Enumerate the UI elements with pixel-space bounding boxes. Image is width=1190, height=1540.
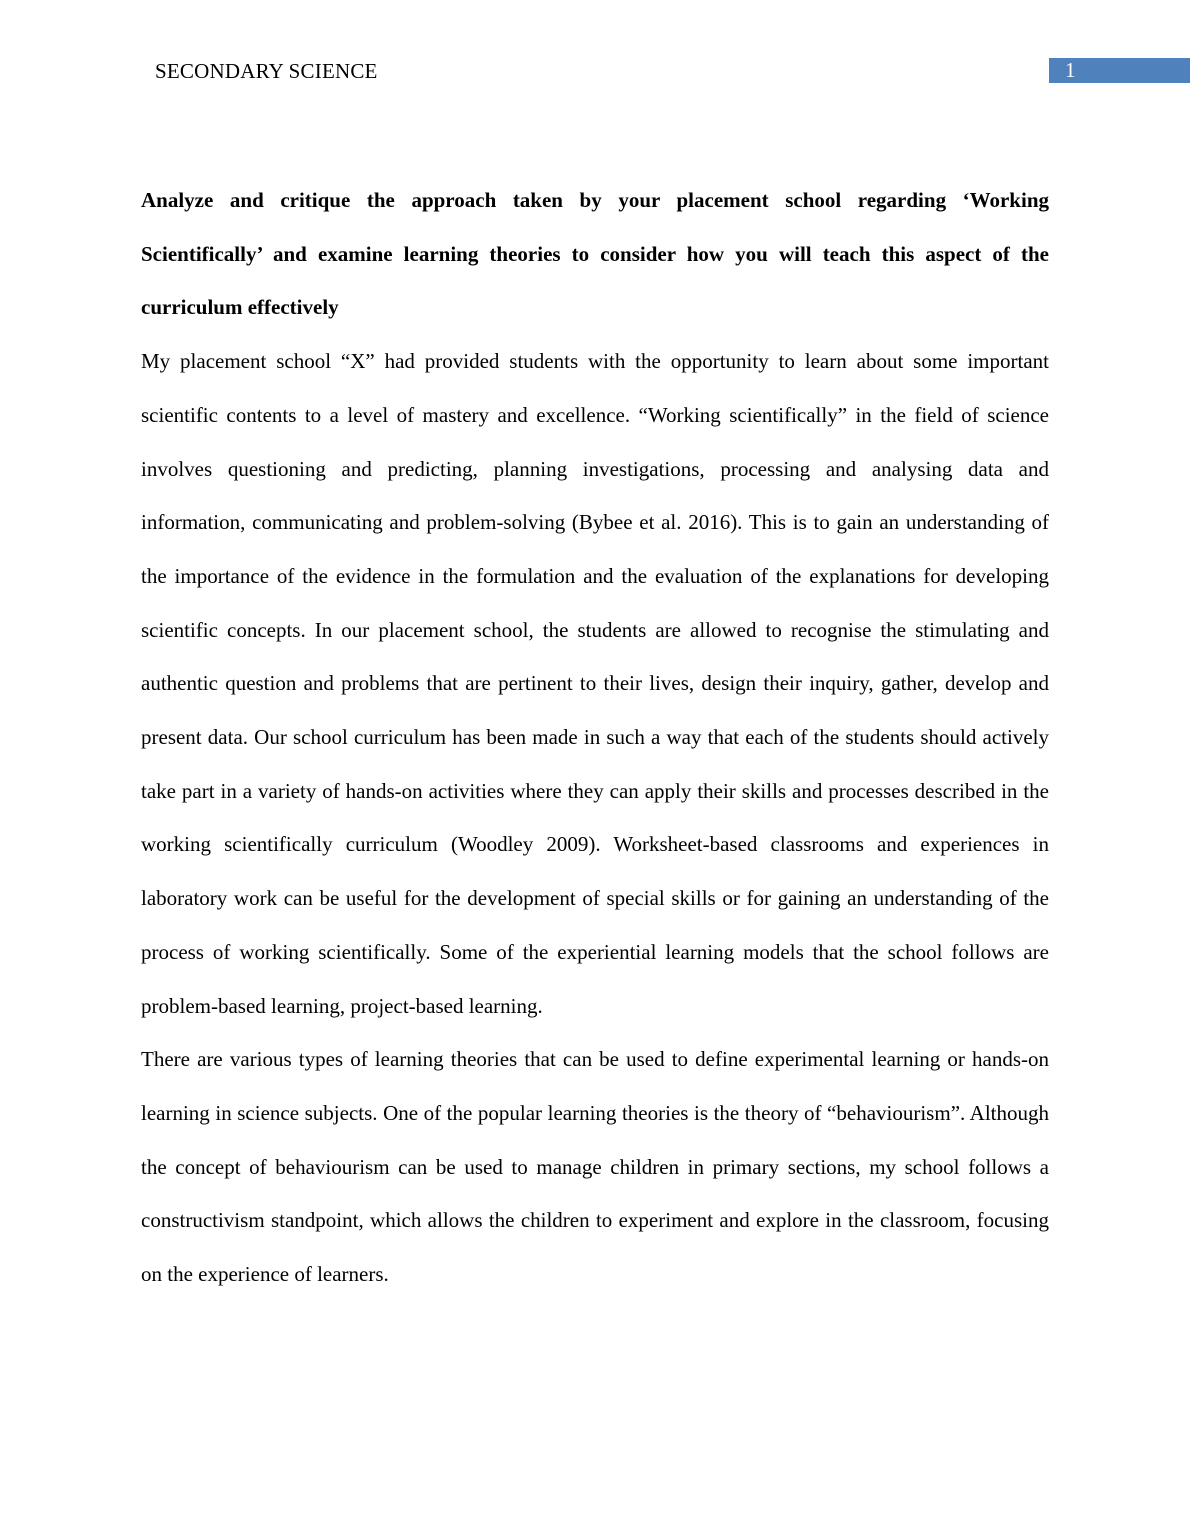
- document-title: Analyze and critique the approach taken by your placement school regarding ‘Working Scientifically’ and examine learning theories to consider how you will teach this aspect of the curriculum effectively: [141, 188, 1049, 320]
- body-paragraph-2: There are various types of learning theories that can be used to define experimental learning or hands-on learning in science subjects. One of the popular learning theories is the theory of “behaviourism”. Although the concept of behaviourism can be used to manage children in primary sections, my school follows a constructivism standpoint, which allows the children to experiment and explore in the classroom, focusing on the experience of learners.: [141, 1047, 1049, 1287]
- page-number-badge: [1049, 58, 1190, 83]
- document-body: [141, 174, 1049, 1302]
- body-paragraph-1: My placement school “X” had provided students with the opportunity to learn about some important scientific contents to a level of mastery and excellence. “Working scientifically” in the field of science involves questioning and predicting, planning investigations, processing and analysing data and information, communicating and problem-solving (Bybee et al. 2016). This is to gain an understanding of the importance of the evidence in the formulation and the evaluation of the explanations for developing scientific concepts. In our placement school, the students are allowed to recognise the stimulating and authentic question and problems that are pertinent to their lives, design their inquiry, gather, develop and present data. Our school curriculum has been made in such a way that each of the students should actively take part in a variety of hands-on activities where they can apply their skills and processes described in the working scientifically curriculum (Woodley 2009). Worksheet-based classrooms and experiences in laboratory work can be useful for the development of special skills or for gaining an understanding of the process of working scientifically. Some of the experiential learning models that the school follows are problem-based learning, project-based learning.: [141, 349, 1049, 1018]
- page-number: 1: [1065, 58, 1076, 82]
- running-head: SECONDARY SCIENCE: [155, 59, 378, 83]
